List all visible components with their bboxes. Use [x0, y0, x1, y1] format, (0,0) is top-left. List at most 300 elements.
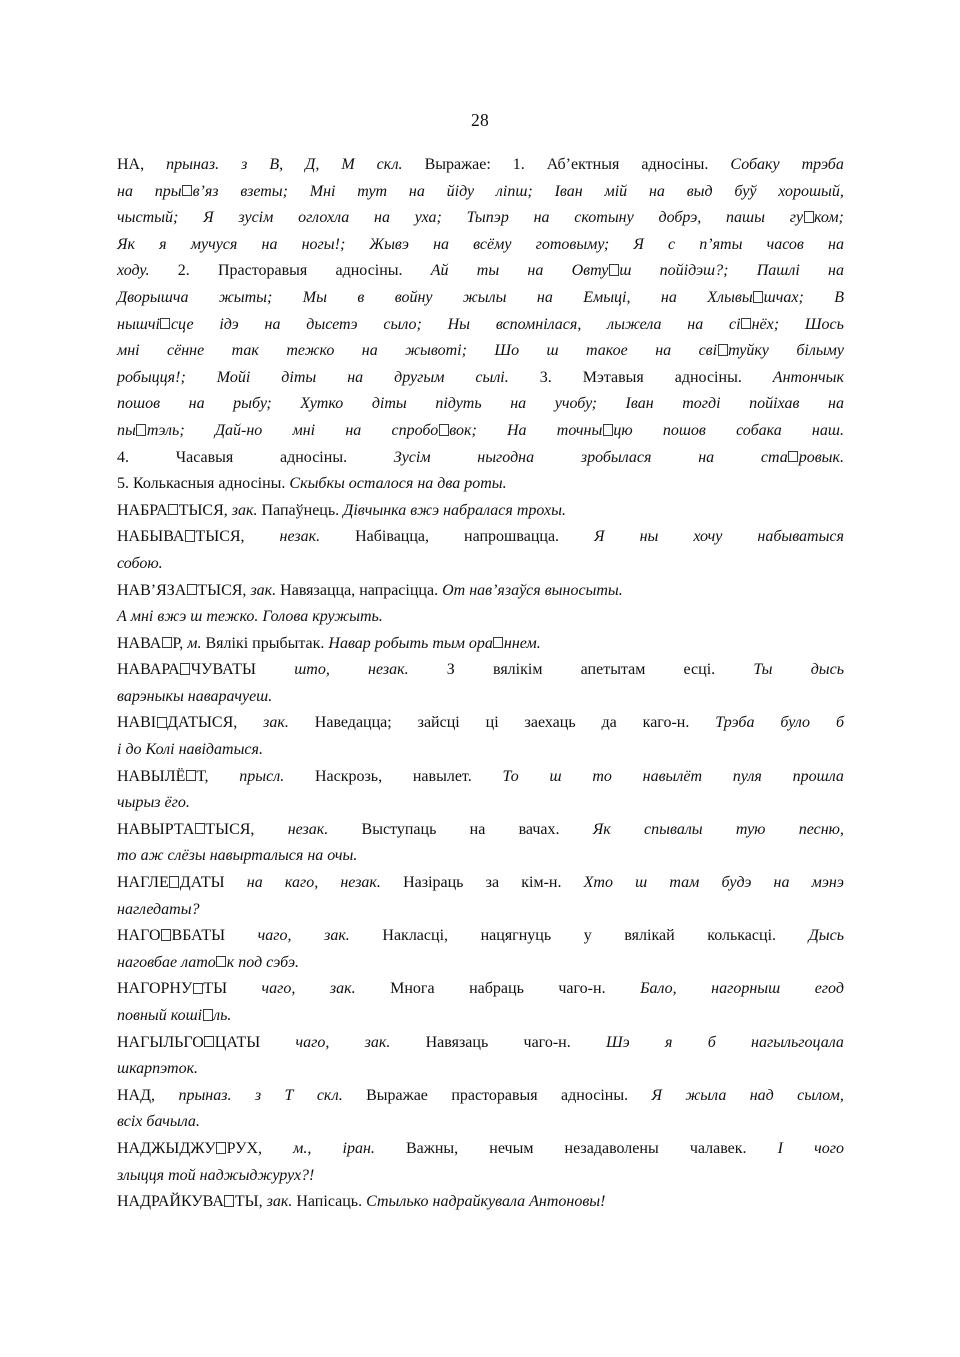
word-italic: нагыльгоцала [751, 1033, 844, 1051]
word-roman: 5. [117, 475, 129, 493]
word-roman: НАГОРНУ ТЫ [117, 980, 228, 998]
missing-glyph-box-icon [493, 637, 503, 649]
word-italic: нышчі сце [117, 315, 194, 333]
word-italic: б [707, 1033, 716, 1051]
word-italic: тым [432, 634, 465, 652]
word-italic: дысь [810, 661, 844, 679]
word-roman: Навязацца, [280, 581, 356, 599]
word-italic: пры в’яз [154, 182, 219, 200]
word-italic: на [361, 342, 378, 360]
word-italic: Т [284, 1086, 294, 1104]
word-italic: на [828, 235, 844, 253]
word-roman: Наскрозь, [314, 767, 383, 785]
word-italic: Ты [753, 661, 773, 679]
missing-glyph-box-icon [718, 344, 728, 356]
word-roman: 1. [512, 156, 525, 173]
word-italic: зак. [231, 501, 258, 519]
word-italic: Жывэ [369, 235, 409, 253]
missing-glyph-box-icon [136, 424, 146, 436]
word-italic: Як [592, 820, 611, 838]
word-roman: вялікай [624, 927, 675, 945]
text-line [117, 1083, 844, 1110]
word-italic: на [246, 874, 263, 892]
text-line [117, 1003, 844, 1030]
word-italic: набыватыся [757, 528, 844, 546]
word-italic: Дысь [808, 927, 844, 945]
word-italic: я [159, 235, 167, 253]
word-italic: ста ровык. [760, 448, 844, 466]
word-italic: зусім [238, 209, 274, 227]
word-italic: сённе [167, 342, 205, 360]
word-roman: НАВІ ДАТЫСЯ, [117, 714, 238, 732]
word-italic: А [117, 608, 127, 626]
word-italic: на [117, 182, 133, 200]
missing-glyph-box-icon [609, 264, 619, 276]
word-roman: колькасці. [707, 927, 777, 945]
word-italic: чыстый; [117, 209, 179, 227]
word-italic: нав’язаўся [469, 581, 541, 599]
word-italic: ш [549, 767, 562, 785]
word-roman: Папаўнець. [261, 501, 340, 519]
word-roman: адносіны. [641, 156, 709, 173]
word-italic: сылом, [797, 1086, 844, 1104]
missing-glyph-box-icon [741, 318, 751, 330]
word-italic: в [357, 288, 365, 306]
word-roman: НАГЛЕ ДАТЫ [117, 874, 225, 892]
word-italic: лато к [181, 953, 235, 971]
word-italic: на [648, 182, 665, 200]
word-roman: НАВ’ЯЗА ТЫСЯ, [117, 581, 247, 599]
word-italic: егод [814, 980, 844, 998]
word-italic: на [408, 182, 425, 200]
word-italic: уха; [414, 209, 442, 227]
text-line [117, 498, 844, 525]
word-italic: каго, [284, 874, 319, 892]
text-line [117, 604, 844, 631]
word-italic: незак. [279, 528, 321, 546]
word-roman: НАГО ВБАТЫ [117, 927, 226, 945]
word-roman: напрошвацца. [464, 528, 560, 546]
word-italic: б [835, 714, 844, 732]
word-roman: каго-н. [642, 714, 690, 732]
word-roman: Аб’ектныя [546, 156, 620, 173]
word-italic: м., [293, 1139, 312, 1157]
word-italic: на [188, 395, 205, 413]
word-italic: незак. [368, 661, 409, 679]
word-roman: Наведацца; [314, 714, 392, 732]
word-italic: йіду [446, 182, 475, 200]
word-italic: ныгодна [477, 448, 535, 466]
word-italic: сві туйку [698, 342, 769, 360]
word-italic: с [668, 235, 676, 253]
missing-glyph-box-icon [182, 185, 192, 197]
word-italic: злыцця [117, 1166, 165, 1184]
word-italic: на [527, 262, 544, 280]
word-italic: хорошый, [778, 182, 844, 200]
word-italic: на [533, 209, 550, 227]
word-italic: собака [736, 421, 782, 439]
word-italic: гу ком; [789, 209, 844, 227]
text-line [117, 1136, 844, 1163]
missing-glyph-box-icon [204, 1036, 214, 1048]
word-italic: пошов [662, 421, 706, 439]
word-italic: Хто [583, 874, 613, 892]
text-line [117, 285, 844, 312]
word-roman: Мэтавыя [582, 368, 644, 386]
missing-glyph-box-icon [603, 424, 613, 436]
word-italic: прыназ. [178, 1086, 232, 1104]
word-roman: Назіраць [403, 874, 464, 892]
word-roman: НАДЖЫДЖУ РУХ, [117, 1139, 263, 1157]
word-roman: Навязаць [425, 1033, 489, 1051]
word-italic: мучуся [190, 235, 238, 253]
word-roman: Многа [390, 980, 435, 998]
word-italic: на [345, 421, 362, 439]
word-italic: на [510, 395, 527, 413]
word-italic: робыцця!; [117, 368, 186, 386]
word-italic: Навар [328, 634, 371, 652]
missing-glyph-box-icon [160, 318, 170, 330]
text-line [117, 445, 844, 472]
word-roman: НАГЫЛЬГО ЦАТЫ [117, 1033, 261, 1051]
word-roman: незадаволены [564, 1139, 659, 1157]
word-italic: всёму [473, 235, 512, 253]
word-italic: на [828, 395, 844, 413]
text-line [117, 338, 844, 365]
text-line [117, 1189, 844, 1216]
word-italic: підуть [435, 395, 482, 413]
word-italic: робыть [374, 634, 429, 652]
word-italic: жывоті; [405, 342, 467, 360]
word-italic: пашы [726, 209, 765, 227]
missing-glyph-box-icon [753, 291, 763, 303]
missing-glyph-box-icon [185, 530, 195, 542]
word-italic: другым [394, 368, 445, 386]
word-roman: за [485, 874, 500, 892]
word-italic: трэба [801, 156, 844, 173]
text-line [117, 1030, 844, 1057]
word-roman: адносіны. [674, 368, 742, 386]
word-italic: под [238, 953, 263, 971]
word-italic: зак. [329, 980, 356, 998]
word-italic: на [347, 368, 364, 386]
word-italic: мэнэ [811, 874, 844, 892]
word-roman: вялікім [492, 661, 543, 679]
word-italic: ідэ [219, 315, 239, 333]
word-italic: войну [394, 288, 433, 306]
word-italic: так [231, 342, 259, 360]
word-italic: такое [586, 342, 628, 360]
word-italic: навылёт [642, 767, 703, 785]
word-italic: мні [292, 421, 316, 439]
text-block [117, 152, 844, 1216]
word-italic: спывалы [644, 820, 703, 838]
word-italic: В, [269, 156, 284, 173]
word-italic: ш [190, 608, 203, 626]
missing-glyph-box-icon [161, 929, 171, 941]
word-italic: вжэ [157, 608, 187, 626]
word-roman: кім-н. [521, 874, 562, 892]
word-italic: прысл. [239, 767, 285, 785]
word-italic: Колі [145, 741, 175, 759]
word-roman: 2. [177, 262, 190, 280]
word-italic: аж [140, 847, 164, 865]
word-italic: хочу [693, 528, 723, 546]
text-line [117, 365, 844, 392]
text-line [117, 737, 844, 764]
word-roman: НАВА Р, [117, 634, 184, 652]
word-italic: ны [639, 528, 659, 546]
word-italic: чаго, [261, 980, 296, 998]
word-italic: тежко. [206, 608, 259, 626]
word-italic: шкарпэток. [117, 1060, 199, 1078]
missing-glyph-box-icon [157, 717, 167, 729]
word-roman: чаго-н. [558, 980, 606, 998]
text-line [117, 870, 844, 897]
word-roman: адносіны. [561, 1086, 629, 1104]
text-line [117, 551, 844, 578]
word-italic: над [749, 1086, 774, 1104]
word-roman: НА, [117, 156, 145, 173]
word-roman: навылет. [412, 767, 472, 785]
word-italic: скл. [376, 156, 403, 173]
word-italic: Я [594, 528, 605, 546]
word-italic: з [241, 156, 248, 173]
word-italic: буў [734, 182, 757, 200]
word-roman: вачах. [518, 820, 560, 838]
word-italic: ёго. [164, 794, 190, 812]
word-italic: діты [281, 368, 317, 386]
word-italic: Дай-но [214, 421, 263, 439]
word-italic: Ны [447, 315, 471, 333]
word-italic: ора ннем. [468, 634, 541, 652]
text-line [117, 1056, 844, 1083]
word-italic: Антончык [772, 368, 844, 386]
word-roman: адносіны. [280, 448, 348, 466]
word-italic: бачыла. [146, 1113, 200, 1131]
text-line [117, 179, 844, 206]
word-italic: выносыты. [544, 581, 623, 599]
word-italic: нагорныш [711, 980, 781, 998]
word-roman: НАДРАЙКУВА ТЫ, [117, 1193, 263, 1211]
word-italic: тогді [682, 395, 721, 413]
text-line [117, 790, 844, 817]
word-roman: прасторавыя [451, 1086, 538, 1104]
missing-glyph-box-icon [168, 504, 178, 516]
missing-glyph-box-icon [162, 637, 172, 649]
word-italic: ліпш; [495, 182, 533, 200]
word-italic: нагледаты? [117, 900, 200, 918]
text-line [117, 710, 844, 737]
word-italic: сылі. [475, 368, 509, 386]
text-line [117, 817, 844, 844]
word-roman: З [446, 661, 455, 679]
word-italic: І [777, 1139, 783, 1157]
word-italic: всіх [117, 1113, 143, 1131]
word-italic: оглохла [298, 209, 350, 227]
word-italic: роты. [464, 475, 507, 493]
word-italic: зак. [324, 927, 350, 945]
text-line [117, 764, 844, 791]
word-italic: до [125, 741, 142, 759]
word-roman: 3. [539, 368, 552, 386]
text-line [117, 1163, 844, 1190]
text-line [117, 312, 844, 339]
word-italic: Мойі [216, 368, 251, 386]
word-italic: очы. [327, 847, 358, 865]
word-italic: наговбае [117, 953, 178, 971]
word-italic: кружыть. [312, 608, 383, 626]
word-italic: Ай [430, 262, 449, 280]
word-italic: зак. [263, 714, 289, 732]
word-roman: на [469, 820, 486, 838]
word-italic: зак. [250, 581, 277, 599]
word-italic: на [655, 342, 672, 360]
word-italic: песню, [798, 820, 844, 838]
word-italic: трохы. [516, 501, 566, 519]
text-line [117, 923, 844, 950]
word-italic: Зусім [393, 448, 431, 466]
word-italic: на [433, 235, 450, 253]
text-line [117, 524, 844, 551]
word-italic: вспомнілася, [495, 315, 582, 333]
word-italic: жыла [685, 1086, 727, 1104]
missing-glyph-box-icon [180, 663, 190, 675]
word-italic: Дівчынка [343, 501, 407, 519]
word-italic: пы тэль; [117, 421, 185, 439]
word-italic: на [536, 288, 553, 306]
word-italic: ты [476, 262, 500, 280]
word-italic: навырталыся [209, 847, 304, 865]
word-italic: дысетэ [306, 315, 358, 333]
word-italic: пошов [117, 395, 161, 413]
word-italic: точны цю [556, 421, 633, 439]
word-italic: Емыці, [583, 288, 631, 306]
word-italic: зак. [364, 1033, 391, 1051]
text-line [117, 152, 844, 179]
word-italic: Голова [262, 608, 309, 626]
word-italic: незак. [340, 874, 381, 892]
word-italic: Тыпэр [466, 209, 509, 227]
word-italic: варэныкы [117, 687, 184, 705]
word-italic: Шось [804, 315, 844, 333]
missing-glyph-box-icon [804, 211, 814, 223]
word-italic: лыжела [607, 315, 662, 333]
word-italic: Мы [302, 288, 327, 306]
word-italic: ш [546, 342, 559, 360]
word-italic: той [168, 1166, 196, 1184]
word-italic: слёзы [167, 847, 206, 865]
word-italic: Трэба [715, 714, 755, 732]
word-italic: тут [357, 182, 388, 200]
word-italic: сі нёх; [729, 315, 780, 333]
word-italic: Шэ [605, 1033, 630, 1051]
word-italic: чырыз [117, 794, 161, 812]
missing-glyph-box-icon [216, 956, 226, 968]
word-roman: НАБЫВА ТЫСЯ, [117, 528, 245, 546]
word-italic: на [307, 847, 324, 865]
word-italic: і [117, 741, 122, 759]
word-italic: Пашлі [756, 262, 800, 280]
word-roman: адносіны. [218, 475, 286, 493]
word-italic: ногы!; [301, 235, 346, 253]
word-roman: НАБРА ТЫСЯ, [117, 501, 228, 519]
word-italic: діты [371, 395, 407, 413]
word-italic: на [417, 475, 434, 493]
text-line [117, 631, 844, 658]
text-line [117, 684, 844, 711]
word-roman: адносіны. [335, 262, 403, 280]
word-roman: да [601, 714, 617, 732]
word-italic: мні [130, 608, 154, 626]
word-italic: пойідэш?; [659, 262, 729, 280]
text-line [117, 205, 844, 232]
word-italic: Овту ш [571, 262, 632, 280]
word-roman: прыбытак. [252, 634, 325, 652]
word-italic: навідатыся. [178, 741, 263, 759]
word-italic: м. [187, 634, 202, 652]
text-line [117, 258, 844, 285]
word-italic: На [507, 421, 527, 439]
word-roman: НАД, [117, 1086, 156, 1104]
word-roman: Часавыя [175, 448, 234, 466]
missing-glyph-box-icon [195, 823, 205, 835]
word-italic: Я [633, 235, 644, 253]
word-roman: Колькасныя [133, 475, 215, 493]
word-roman: Выражае [366, 1086, 428, 1104]
word-italic: зак. [266, 1193, 293, 1211]
word-italic: на [261, 235, 278, 253]
word-roman: есці. [683, 661, 716, 679]
word-roman: чалавек. [689, 1139, 747, 1157]
word-italic: пойіхав [749, 395, 800, 413]
word-roman: нацягнуць [480, 927, 552, 945]
word-italic: Дворышча [117, 288, 189, 306]
word-italic: выд [686, 182, 713, 200]
word-italic: мій [604, 182, 628, 200]
word-italic: з [254, 1086, 262, 1104]
text-line [117, 471, 844, 498]
word-roman: Набівацца, [355, 528, 430, 546]
word-italic: скл. [316, 1086, 343, 1104]
missing-glyph-box-icon [187, 584, 197, 596]
word-italic: Антоновы! [529, 1193, 606, 1211]
word-italic: незак. [287, 820, 329, 838]
word-italic: Я [651, 1086, 663, 1104]
word-italic: наварачуеш. [187, 687, 273, 705]
word-roman: напрасіцца. [359, 581, 439, 599]
word-italic: скотыну [574, 209, 634, 227]
text-line [117, 657, 844, 684]
word-italic: ш [635, 874, 648, 892]
word-roman: Напісаць. [296, 1193, 363, 1211]
word-italic: ходу. [117, 262, 150, 280]
word-italic: набралася [443, 501, 513, 519]
word-italic: повный [117, 1007, 167, 1024]
word-roman: апетытам [580, 661, 646, 679]
word-italic: часов [766, 235, 804, 253]
word-roman: ці [485, 714, 499, 732]
word-italic: рыбу; [233, 395, 272, 413]
word-italic: В [834, 288, 844, 306]
word-roman: Вялікі [205, 634, 249, 652]
word-roman: НАВЫЛЁ Т, [117, 767, 209, 785]
word-italic: надрайкувала [432, 1193, 526, 1211]
missing-glyph-box-icon [203, 1009, 213, 1021]
word-italic: То [502, 767, 519, 785]
text-line [117, 950, 844, 977]
word-italic: Бало, [640, 980, 677, 998]
